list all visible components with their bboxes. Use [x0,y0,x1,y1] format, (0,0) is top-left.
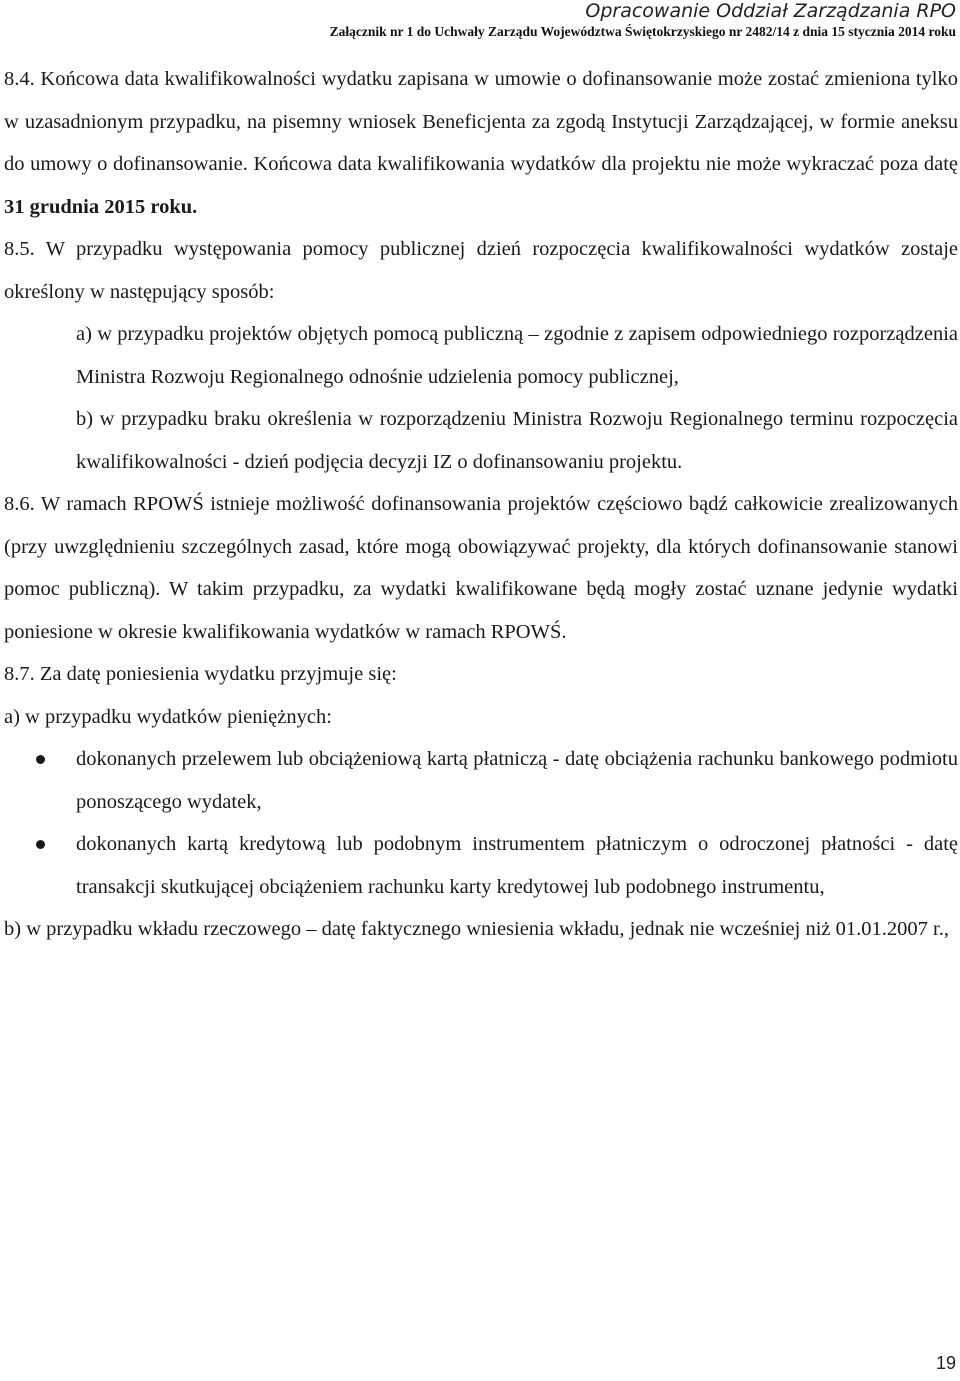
section-number: 8.4. [4,68,35,90]
section-number: 8.7. [4,663,35,685]
section-8-5 [4,228,958,313]
header-subtitle: Załącznik nr 1 do Uchwały Zarządu Województwa Świętokrzyskiego nr 2482/14 z dnia 15 stycznia 2014 roku [329,24,956,39]
document-body [4,58,958,951]
section-8-7-item-a: a) w przypadku wydatków pieniężnych: [4,705,332,728]
section-text: Za datę poniesienia wydatku przyjmuje się: [34,663,397,685]
section-number: 8.5. [4,238,35,260]
section-bold-date: 31 grudnia 2015 roku. [4,195,198,218]
section-8-4 [4,58,958,228]
header-title: Opracowanie Oddział Zarządzania RPO [585,0,956,22]
section-text: W przypadku występowania pomocy publicznej dzień rozpoczęcia kwalifikowalności wydatków zostaje określony w następujący sposób: [4,238,958,303]
page-number: 19 [935,1353,956,1373]
section-8-5-item-b: b) w przypadku braku określenia w rozporządzeniu Ministra Rozwoju Regionalnego terminu rozpoczęcia kwalifikowalności - dzień podjęcia decyzji IZ o dofinansowaniu projektu. [76,408,958,473]
section-text: Końcowa data kwalifikowalności wydatku zapisana w umowie o dofinansowanie może zostać zmieniona tylko w uzasadnionym przypadku, na pisemny wniosek Beneficjenta za zgodą Instytucji Zarządzającej, w formie aneksu do umowy o dofinansowanie. Końcowa data kwalifikowania wydatków dla projektu nie może wykraczać poza datę [4,68,958,175]
section-number: 8.6. [4,493,35,515]
bullet-icon [36,755,45,764]
bullet-text: dokonanych przelewem lub obciążeniową kartą płatniczą - datę obciążenia rachunku bankowego podmiotu ponoszącego wydatek, [76,748,958,813]
section-8-7 [4,653,958,696]
section-8-5-item-a: a) w przypadku projektów objętych pomocą publiczną – zgodnie z zapisem odpowiedniego rozporządzenia Ministra Rozwoju Regionalnego odnośnie udzielenia pomocy publicznej, [76,323,958,388]
bullet-list-item [4,823,958,908]
section-text: W ramach RPOWŚ istnieje możliwość dofinansowania projektów częściowo bądź całkowicie zrealizowanych (przy uwzględnieniu szczególnych zasad, które mogą obowiązywać projekty, dla których dofinansowanie stanowi pomoc publiczną). W takim przypadku, za wydatki kwalifikowane będą mogły zostać uznane jedynie wydatki poniesione w okresie kwalifikowania wydatków w ramach RPOWŚ. [4,493,958,643]
bullet-icon [36,840,45,849]
section-8-6 [4,483,958,653]
bullet-list-item [4,738,958,823]
section-8-7-item-b: b) w przypadku wkładu rzeczowego – datę faktycznego wniesienia wkładu, jednak nie wcześniej niż 01.01.2007 r., [4,918,949,940]
bullet-text: dokonanych kartą kredytową lub podobnym instrumentem płatniczym o odroczonej płatności - datę transakcji skutkującej obciążeniem rachunku karty kredytowej lub podobnego instrumentu, [76,833,958,898]
